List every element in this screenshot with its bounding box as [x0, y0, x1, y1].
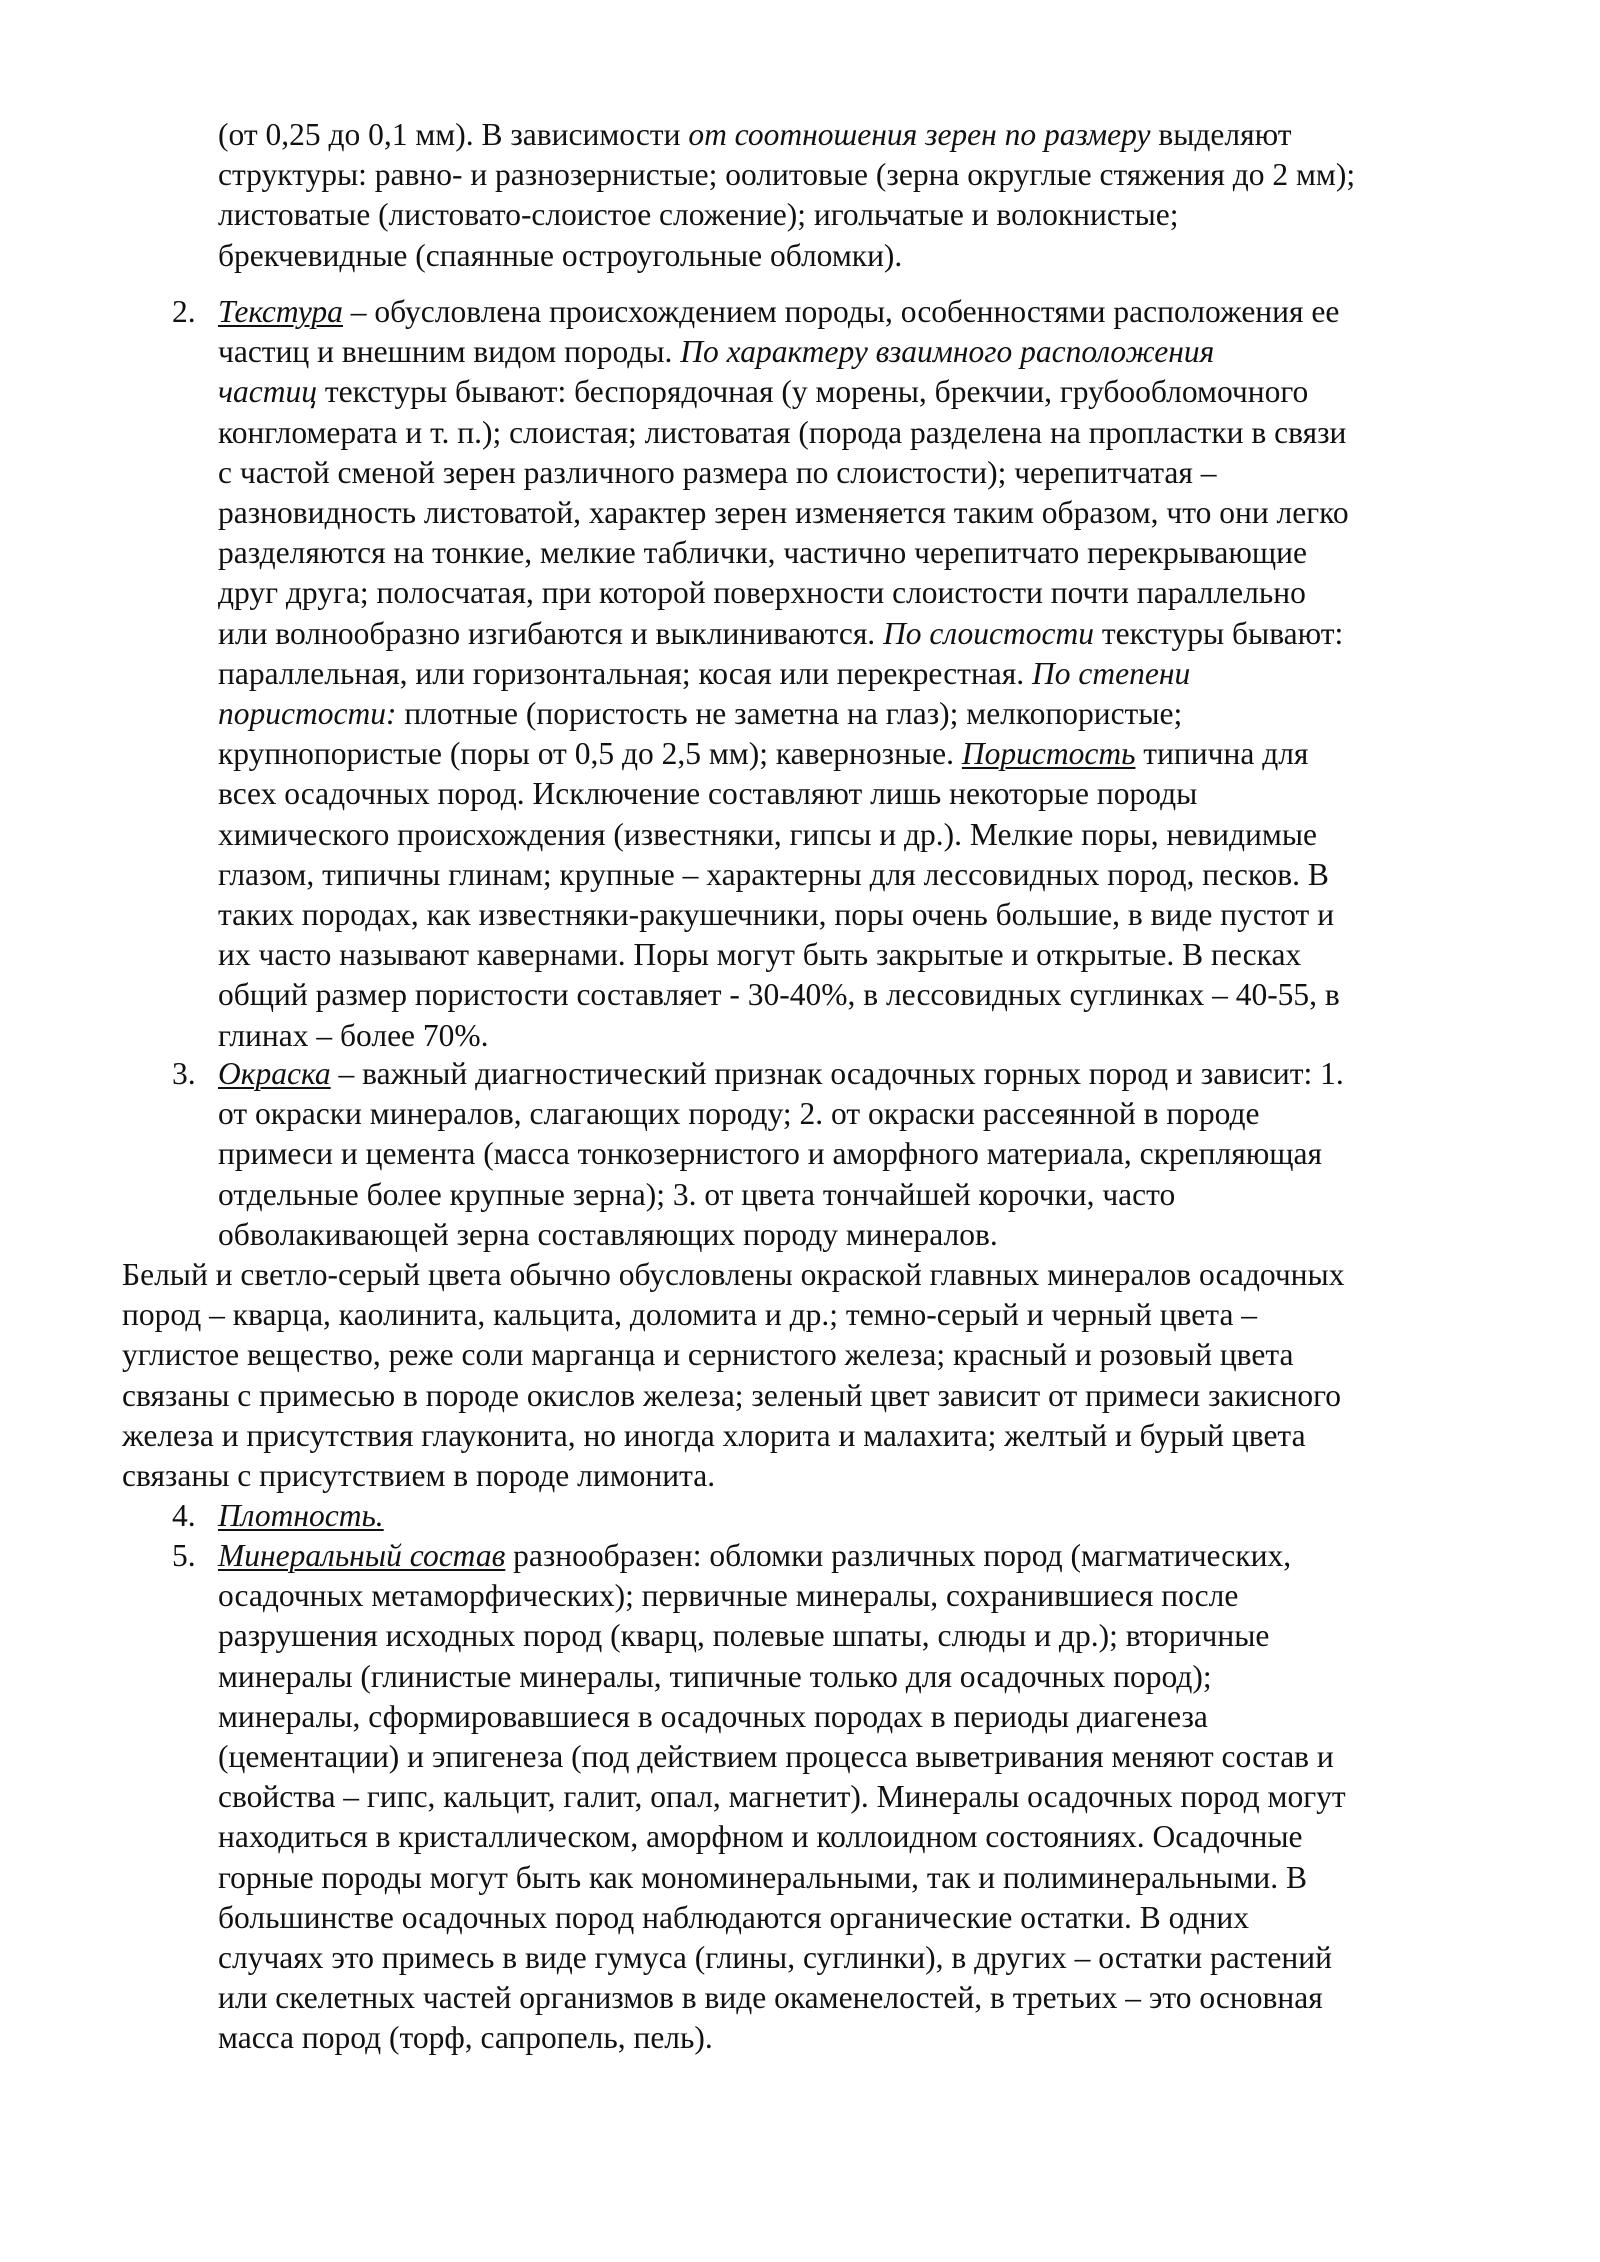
text-segment: текстуры бывают: беспорядочная (у морены, брекчии, грубообломочного	[317, 374, 1309, 410]
text-line	[218, 614, 1343, 654]
text-segment: конгломерата и т. п.); слоистая; листоватая (порода разделена на пропластки в связи	[218, 414, 1347, 450]
text-line	[218, 1094, 1260, 1134]
italic-phrase: пористости:	[218, 696, 397, 731]
text-segment: таких породах, как известняки-ракушечники, поры очень большие, в виде пустот и	[218, 897, 1335, 932]
text-segment: обволакивающей зерна составляющих породу минералов.	[218, 1216, 998, 1252]
text-segment: находиться в кристаллическом, аморфном и коллоидном состояниях. Осадочные	[218, 1819, 1303, 1855]
text-line	[218, 1697, 1208, 1737]
text-segment: глинах – более 70%.	[218, 1017, 489, 1053]
text-line	[218, 1616, 1269, 1656]
text-line	[218, 533, 1307, 573]
text-segment: железа и присутствия глауконита, но иногда хлорита и малахита; желтый и бурый цвета	[122, 1417, 1306, 1453]
text-line	[218, 975, 1340, 1015]
text-line	[218, 1777, 1346, 1817]
text-line	[218, 654, 1190, 694]
text-segment: типична для	[1135, 736, 1309, 772]
text-segment: свойства – гипс, кальцит, галит, опал, магнетит). Минералы осадочных пород могут	[218, 1779, 1346, 1815]
text-line	[218, 1898, 1249, 1938]
text-line	[218, 694, 1182, 734]
text-line	[218, 413, 1346, 453]
text-segment: углистое вещество, реже соли марганца и сернистого железа; красный и розовый цвета	[122, 1337, 1294, 1373]
text-line	[122, 1416, 1306, 1456]
text-segment: отдельные более крупные зерна); 3. от цвета тончайшей корочки, часто	[218, 1176, 1176, 1212]
text-line	[218, 1858, 1307, 1898]
text-line	[218, 155, 1355, 195]
text-segment: разнообразен: обломки различных пород (магматических,	[505, 1538, 1292, 1573]
text-segment: частиц и внешним видом породы.	[218, 334, 681, 370]
text-line	[218, 935, 1301, 975]
list-number: 2.	[172, 294, 196, 329]
list-number: 3.	[172, 1056, 196, 1091]
text-segment: параллельная, или горизонтальная; косая или перекрестная.	[218, 655, 1033, 691]
italic-phrase: от соотношения зерен по размеру	[688, 117, 1151, 152]
text-line	[218, 115, 1291, 155]
text-line	[218, 774, 1197, 814]
text-segment: горные породы могут быть как мономинеральными, так и полиминеральными. В	[218, 1859, 1308, 1895]
text-line	[218, 1536, 1291, 1576]
text-line	[218, 1657, 1212, 1697]
text-segment: случаях это примесь в виде гумуса (глины, суглинки), в других – остатки растений	[218, 1940, 1332, 1975]
text-line	[218, 195, 1179, 235]
text-segment: примеси и цемента (масса тонкозернистого и аморфного материала, скрепляющая	[218, 1136, 1322, 1172]
text-segment: разделяются на тонкие, мелкие таблички, частично черепитчато перекрывающие	[218, 535, 1307, 571]
underlined-italic-term: Плотность.	[218, 1498, 384, 1533]
text-line	[122, 1295, 1257, 1335]
text-line	[218, 573, 1306, 613]
text-segment: их часто называют кавернами. Поры могут быть закрытые и открытые. В песках	[218, 937, 1302, 973]
text-line	[218, 1737, 1334, 1777]
text-line	[218, 2018, 713, 2058]
italic-phrase: По степени	[1032, 655, 1191, 691]
text-segment: химического происхождения (известняки, гипсы и др.). Мелкие поры, невидимые	[218, 816, 1317, 852]
text-line	[218, 453, 1217, 493]
text-segment: от окраски минералов, слагающих породу; 2. от окраски рассеянной в породе	[218, 1096, 1260, 1132]
text-line	[122, 1456, 715, 1496]
text-segment: или скелетных частей организмов в виде окаменелостей, в третьих – это основная	[218, 1980, 1323, 2016]
text-line	[218, 236, 902, 276]
underlined-italic-term: Минеральный состав	[218, 1538, 506, 1573]
text-line	[122, 1255, 1344, 1295]
text-segment: минералы (глинистые минералы, типичные только для осадочных пород);	[218, 1658, 1212, 1694]
text-segment: листоватые (листовато-слоистое сложение); игольчатые и волокнистые;	[218, 197, 1179, 233]
text-segment: большинстве осадочных пород наблюдаются органические остатки. В одних	[218, 1899, 1249, 1935]
text-segment: минералы, сформировавшиеся в осадочных породах в периоды диагенеза	[218, 1698, 1208, 1734]
text-segment: Белый и светло-серый цвета обычно обусловлены окраской главных минералов осадочных	[122, 1257, 1345, 1292]
text-line	[122, 1335, 1293, 1375]
text-segment: текстуры бывают:	[1094, 615, 1344, 651]
underlined-italic-term: Окраска	[218, 1056, 331, 1091]
text-line	[218, 895, 1334, 935]
text-line	[218, 372, 1308, 412]
text-segment: – обусловлена происхождением породы, особенностями расположения ее	[342, 294, 1340, 329]
text-line	[218, 332, 1214, 372]
text-segment: друг друга; полосчатая, при которой поверхности слоистости почти параллельно	[218, 575, 1306, 611]
text-line	[218, 1175, 1175, 1215]
text-line	[218, 1938, 1332, 1978]
text-line	[218, 1134, 1322, 1174]
text-line	[218, 734, 1308, 774]
text-line	[218, 1215, 998, 1255]
text-segment: осадочных метаморфических); первичные минералы, сохранившиеся после	[218, 1578, 1239, 1614]
text-segment: структуры: равно- и разнозернистые; оолитовые (зерна округлые стяжения до 2 мм);	[218, 157, 1356, 193]
text-segment: разрушения исходных пород (кварц, полевые шпаты, слюды и др.); вторичные	[218, 1618, 1270, 1654]
text-segment: (цементации) и эпигенеза (под действием процесса выветривания меняют состав и	[218, 1739, 1334, 1774]
text-segment: связаны с примесью в породе окислов железа; зеленый цвет зависит от примеси закисного	[122, 1377, 1342, 1413]
text-segment: всех осадочных пород. Исключение составляют лишь некоторые породы	[218, 776, 1198, 812]
list-number: 5.	[172, 1538, 196, 1573]
text-line	[218, 815, 1317, 855]
text-line	[218, 1016, 489, 1056]
text-line	[218, 1576, 1238, 1616]
text-segment: (от 0,25 до 0,1 мм). В зависимости	[218, 117, 689, 152]
text-line	[218, 1054, 1344, 1094]
underlined-italic-term: Пористость	[961, 736, 1136, 772]
text-segment: брекчевидные (спаянные остроугольные обломки).	[218, 237, 903, 273]
text-segment: пород – кварца, каолинита, кальцита, доломита и др.; темно-серый и черный цвета –	[122, 1297, 1258, 1333]
text-line	[218, 292, 1339, 332]
italic-phrase: По характеру взаимного расположения	[680, 334, 1215, 370]
text-line	[218, 1978, 1323, 2018]
italic-phrase: частиц	[218, 374, 318, 410]
list-number: 4.	[172, 1498, 196, 1533]
text-line	[218, 1817, 1302, 1857]
italic-phrase: По слоистости	[883, 615, 1094, 651]
text-line	[218, 493, 1349, 533]
text-segment: или волнообразно изгибаются и выклиниваются.	[218, 615, 884, 651]
text-line	[218, 1496, 384, 1536]
underlined-italic-term: Текстура	[218, 294, 343, 329]
text-segment: – важный диагностический признак осадочных горных пород и зависит: 1.	[330, 1056, 1344, 1091]
text-segment: с частой сменой зерен различного размера по слоистости); черепитчатая –	[218, 454, 1217, 490]
text-segment: глазом, типичны глинам; крупные – характерны для лессовидных пород, песков. В	[218, 856, 1329, 892]
text-segment: разновидность листоватой, характер зерен изменяется таким образом, что они легко	[218, 495, 1349, 530]
text-segment: плотные (пористость не заметна на глаз); мелкопористые;	[396, 696, 1183, 731]
text-segment: крупнопористые (поры от 0,5 до 2,5 мм); кавернозные.	[218, 736, 962, 772]
text-segment: выделяют	[1150, 117, 1292, 152]
text-segment: масса пород (торф, сапропель, пель).	[218, 2020, 713, 2056]
text-line	[218, 855, 1329, 895]
text-segment: общий размер пористости составляет - 30-40%, в лессовидных суглинках – 40-55, в	[218, 977, 1340, 1013]
text-segment: связаны с присутствием в породе лимонита.	[122, 1458, 716, 1493]
text-line	[122, 1376, 1341, 1416]
